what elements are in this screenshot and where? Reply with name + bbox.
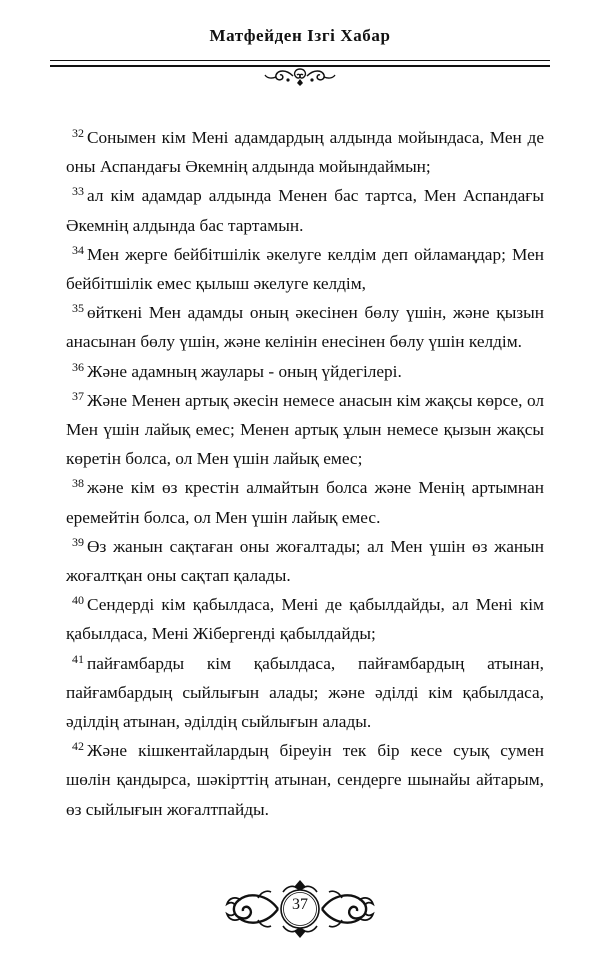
verse-number: 42 <box>72 739 84 754</box>
verse-40 <box>66 590 544 648</box>
verse-number: 40 <box>72 593 84 608</box>
verse-number: 41 <box>72 651 84 666</box>
verse-text: Және Менен артық әкесін немесе анасын кім жақсы көрсе, ол Мен үшін лайық емес; Менен артық ұлын немесе қызын жақсы көретін болса, ол Мен үшін лайық емес; <box>66 390 544 469</box>
verse-34 <box>66 240 544 298</box>
verse-text: ал кім адамдар алдында Менен бас тартса, Мен Аспандағы Әкемнің алдында бас тартамын. <box>66 186 544 235</box>
page-number: 37 <box>292 896 308 913</box>
verse-text: Және кішкентайлардың біреуін тек бір кесе суық сумен шөлін қандырса, шәкірттің атынан, сендерге шынайы айтарым, өз сыйлығын жоғалтпайды. <box>66 741 544 819</box>
verse-number: 36 <box>72 359 84 374</box>
verse-35 <box>66 298 544 356</box>
verse-42 <box>66 736 544 824</box>
verse-32 <box>66 123 544 181</box>
verse-text: өйткені Мен адамды оның әкесінен бөлу үшін, және қызын анасынан бөлу үшін, және келінін енесінен бөлу үшін келдім. <box>66 303 544 352</box>
verse-text: Сендерді кім қабылдаса, Мені де қабылдайды, ал Мені кім қабылдаса, Мені Жібергенді қабылдайды; <box>66 595 544 644</box>
verse-number: 38 <box>72 476 84 491</box>
verse-number: 32 <box>72 126 84 140</box>
verse-number: 39 <box>72 534 84 549</box>
verse-number: 35 <box>72 301 84 316</box>
verse-38 <box>66 473 544 531</box>
verse-39 <box>66 532 544 590</box>
verse-number: 33 <box>72 184 84 199</box>
verse-text: Өз жанын сақтаған оны жоғалтады; ал Мен үшін өз жанын жоғалтқан оны сақтап қалады. <box>66 536 544 586</box>
verse-41 <box>66 649 544 737</box>
verse-text: Және адамның жаулары - оның үйдегілері. <box>87 361 402 381</box>
verse-text: пайғамбарды кім қабылдаса, пайғамбардың атынан, пайғамбардың сыйлығын алады; және әділді кім қабылдаса, әділдің атынан, әділдің сыйлығын алады. <box>66 653 544 732</box>
verse-33 <box>66 181 544 239</box>
running-head-title: Матфейден Ізгі Хабар <box>209 26 391 45</box>
verse-text: және кім өз крестін алмайтын болса және Менің артымнан еремейтін болса, ол Мен үшін лайық емес. <box>66 478 544 527</box>
verse-37 <box>66 386 544 474</box>
verse-number: 37 <box>72 388 84 403</box>
verse-36 <box>66 357 544 386</box>
header-ornament-icon <box>262 66 338 88</box>
verse-number: 34 <box>72 242 84 257</box>
verse-text: Мен жерге бейбітшілік әкелуге келдім деп ойламаңдар; Мен бейбітшілік емес қылыш әкелуге келдім, <box>66 244 544 294</box>
verse-text: Сонымен кім Мені адамдардың алдында мойындаса, Мен де оны Аспандағы Әкемнің алдында мойындаймын; <box>66 128 544 177</box>
header-rule-thin <box>50 60 550 61</box>
verses-body <box>66 123 544 824</box>
